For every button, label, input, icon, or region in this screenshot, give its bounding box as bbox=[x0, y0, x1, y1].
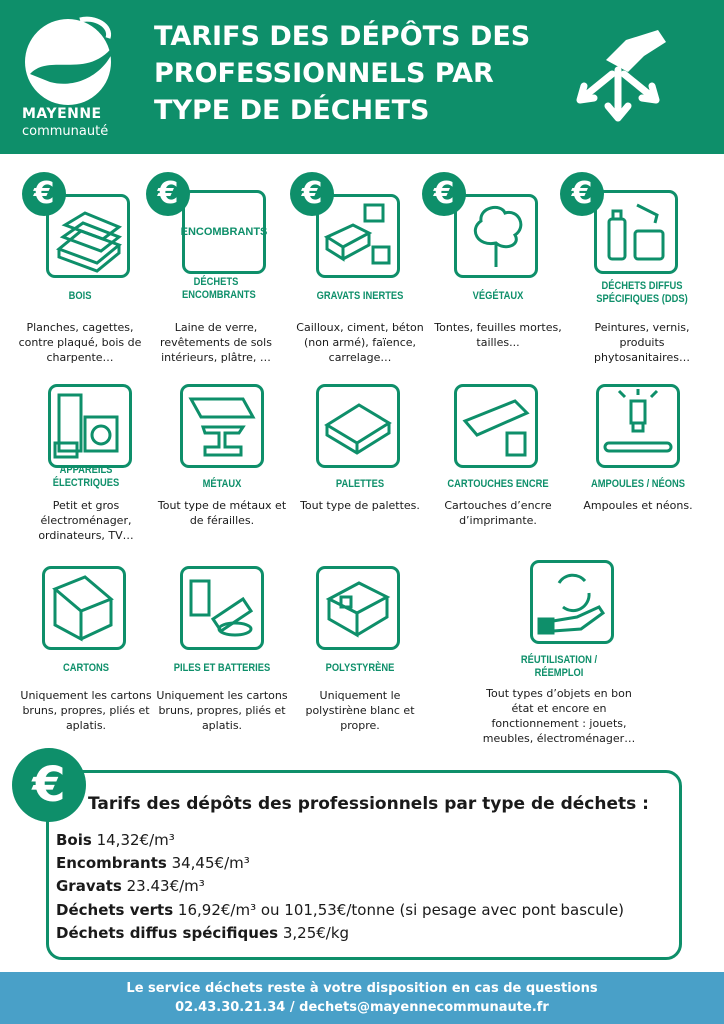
pricing-line bbox=[56, 853, 250, 873]
pricing-value: 23.43€/m³ bbox=[126, 877, 205, 895]
pallet-icon bbox=[316, 384, 400, 468]
category-title: PILES ET BATTERIES bbox=[173, 662, 271, 674]
euro-badge: € bbox=[290, 172, 334, 216]
paint-chemicals-icon bbox=[594, 190, 678, 274]
pricing-value: 34,45€/m³ bbox=[171, 854, 250, 872]
cardboard-icon bbox=[42, 566, 126, 650]
euro-icon: € bbox=[12, 748, 86, 822]
category-description: Uniquement les cartons bruns, propres, pliés et aplatis. bbox=[20, 689, 152, 732]
category-description: Ampoules et néons. bbox=[583, 499, 693, 512]
category-title: MÉTAUX bbox=[202, 478, 242, 490]
category-description: Cartouches d’encre d’imprimante. bbox=[444, 499, 552, 527]
category-description: Cailloux, ciment, béton (non armé), faïence, carrelage… bbox=[296, 321, 424, 364]
pricing-line bbox=[56, 876, 205, 896]
reuse-hand-icon bbox=[530, 560, 614, 644]
category-metaux bbox=[152, 380, 292, 550]
category-gravats bbox=[290, 172, 430, 372]
category-encombrants bbox=[146, 172, 286, 372]
category-title: GRAVATS INERTES bbox=[316, 290, 404, 302]
pricing-line bbox=[56, 923, 349, 943]
category-description: Tontes, feuilles mortes, tailles... bbox=[434, 321, 562, 349]
pricing-value: 3,25€/kg bbox=[282, 924, 350, 942]
pricing-label: Déchets diffus spécifiques bbox=[56, 924, 279, 942]
pricing-value: 14,32€/m³ bbox=[96, 831, 175, 849]
pricing-line bbox=[56, 830, 175, 850]
ink-cartridge-icon bbox=[454, 384, 538, 468]
category-description: Laine de verre, revêtements de sols intérieurs, plâtre, … bbox=[160, 321, 272, 364]
category-title: DÉCHETS ENCOMBRANTS bbox=[182, 276, 256, 301]
logo-name: MAYENNE bbox=[22, 106, 102, 122]
category-description: Tout type de métaux et de férailles. bbox=[157, 499, 287, 527]
category-title: POLYSTYRÈNE bbox=[325, 662, 395, 674]
category-title: APPAREILS ÉLECTRIQUES bbox=[52, 464, 120, 489]
category-piles bbox=[152, 566, 292, 756]
category-title: VÉGÉTAUX bbox=[472, 290, 524, 302]
icon-label: ENCOMBRANTS bbox=[180, 226, 268, 238]
category-palettes bbox=[290, 380, 430, 550]
category-title: RÉUTILISATION / RÉEMPLOI bbox=[520, 654, 598, 679]
footer-banner bbox=[0, 972, 724, 1024]
title-line-2: PROFESSIONNELS PAR bbox=[154, 58, 494, 89]
polystyrene-icon bbox=[316, 566, 400, 650]
category-title: BOIS bbox=[68, 290, 92, 302]
pricing-value: 16,92€/m³ ou 101,53€/tonne (si pesage avec pont bascule) bbox=[177, 901, 625, 919]
euro-badge: € bbox=[146, 172, 190, 216]
category-polystyrene bbox=[290, 566, 430, 756]
footer-message: Le service déchets reste à votre disposition en cas de questions bbox=[126, 981, 598, 996]
tree-icon bbox=[454, 194, 538, 278]
category-description: Tout type de palettes. bbox=[300, 499, 420, 512]
appliances-icon bbox=[48, 384, 132, 468]
light-bulb-icon bbox=[596, 384, 680, 468]
category-appareils bbox=[16, 380, 156, 550]
category-reemploi bbox=[474, 560, 644, 756]
waste-drop-hand-icon bbox=[566, 20, 670, 130]
bulky-waste-icon bbox=[182, 190, 266, 274]
category-title: CARTONS bbox=[62, 662, 110, 674]
header-banner bbox=[0, 0, 724, 154]
title-line-1: TARIFS DES DÉPÔTS DES bbox=[154, 21, 531, 52]
category-description: Tout types d’objets en bon état et encore en fonctionnement : jouets, meubles, électroménager… bbox=[482, 687, 636, 745]
category-ampoules bbox=[568, 380, 708, 550]
pricing-label: Bois bbox=[56, 831, 92, 849]
footer-contact[interactable]: 02.43.30.21.34 / dechets@mayennecommunaute.fr bbox=[175, 1000, 549, 1015]
category-description: Uniquement les cartons bruns, propres, pliés et aplatis. bbox=[156, 689, 288, 732]
category-title: PALETTES bbox=[335, 478, 385, 490]
page-title bbox=[154, 18, 554, 129]
category-cartons bbox=[16, 566, 156, 756]
euro-badge: € bbox=[560, 172, 604, 216]
category-bois bbox=[10, 172, 150, 372]
mayenne-logo-icon bbox=[20, 12, 130, 142]
category-description: Petit et gros électroménager, ordinateurs, TV… bbox=[38, 499, 134, 542]
category-description: Uniquement le polystirène blanc et propre. bbox=[305, 689, 415, 732]
category-vegetaux bbox=[428, 172, 568, 372]
title-line-3: TYPE DE DÉCHETS bbox=[154, 95, 430, 126]
logo-subtitle: communauté bbox=[22, 124, 109, 139]
category-cartouches bbox=[428, 380, 568, 550]
category-dds bbox=[572, 172, 712, 372]
category-description: Peintures, vernis, produits phytosanitaires… bbox=[594, 321, 690, 364]
category-title: CARTOUCHES ENCRE bbox=[447, 478, 549, 490]
pricing-line bbox=[56, 900, 624, 920]
category-title: AMPOULES / NÉONS bbox=[590, 478, 686, 490]
pricing-title: Tarifs des dépôts des professionnels par type de déchets : bbox=[88, 794, 649, 814]
batteries-icon bbox=[180, 566, 264, 650]
pricing-label: Encombrants bbox=[56, 854, 167, 872]
euro-badge: € bbox=[422, 172, 466, 216]
euro-badge: € bbox=[22, 172, 66, 216]
metal-beam-icon bbox=[180, 384, 264, 468]
category-title: DÉCHETS DIFFUS SPÉCIFIQUES (DDS) bbox=[596, 280, 688, 305]
pricing-label: Gravats bbox=[56, 877, 122, 895]
category-description: Planches, cagettes, contre plaqué, bois de charpente… bbox=[18, 321, 142, 364]
pricing-label: Déchets verts bbox=[56, 901, 174, 919]
